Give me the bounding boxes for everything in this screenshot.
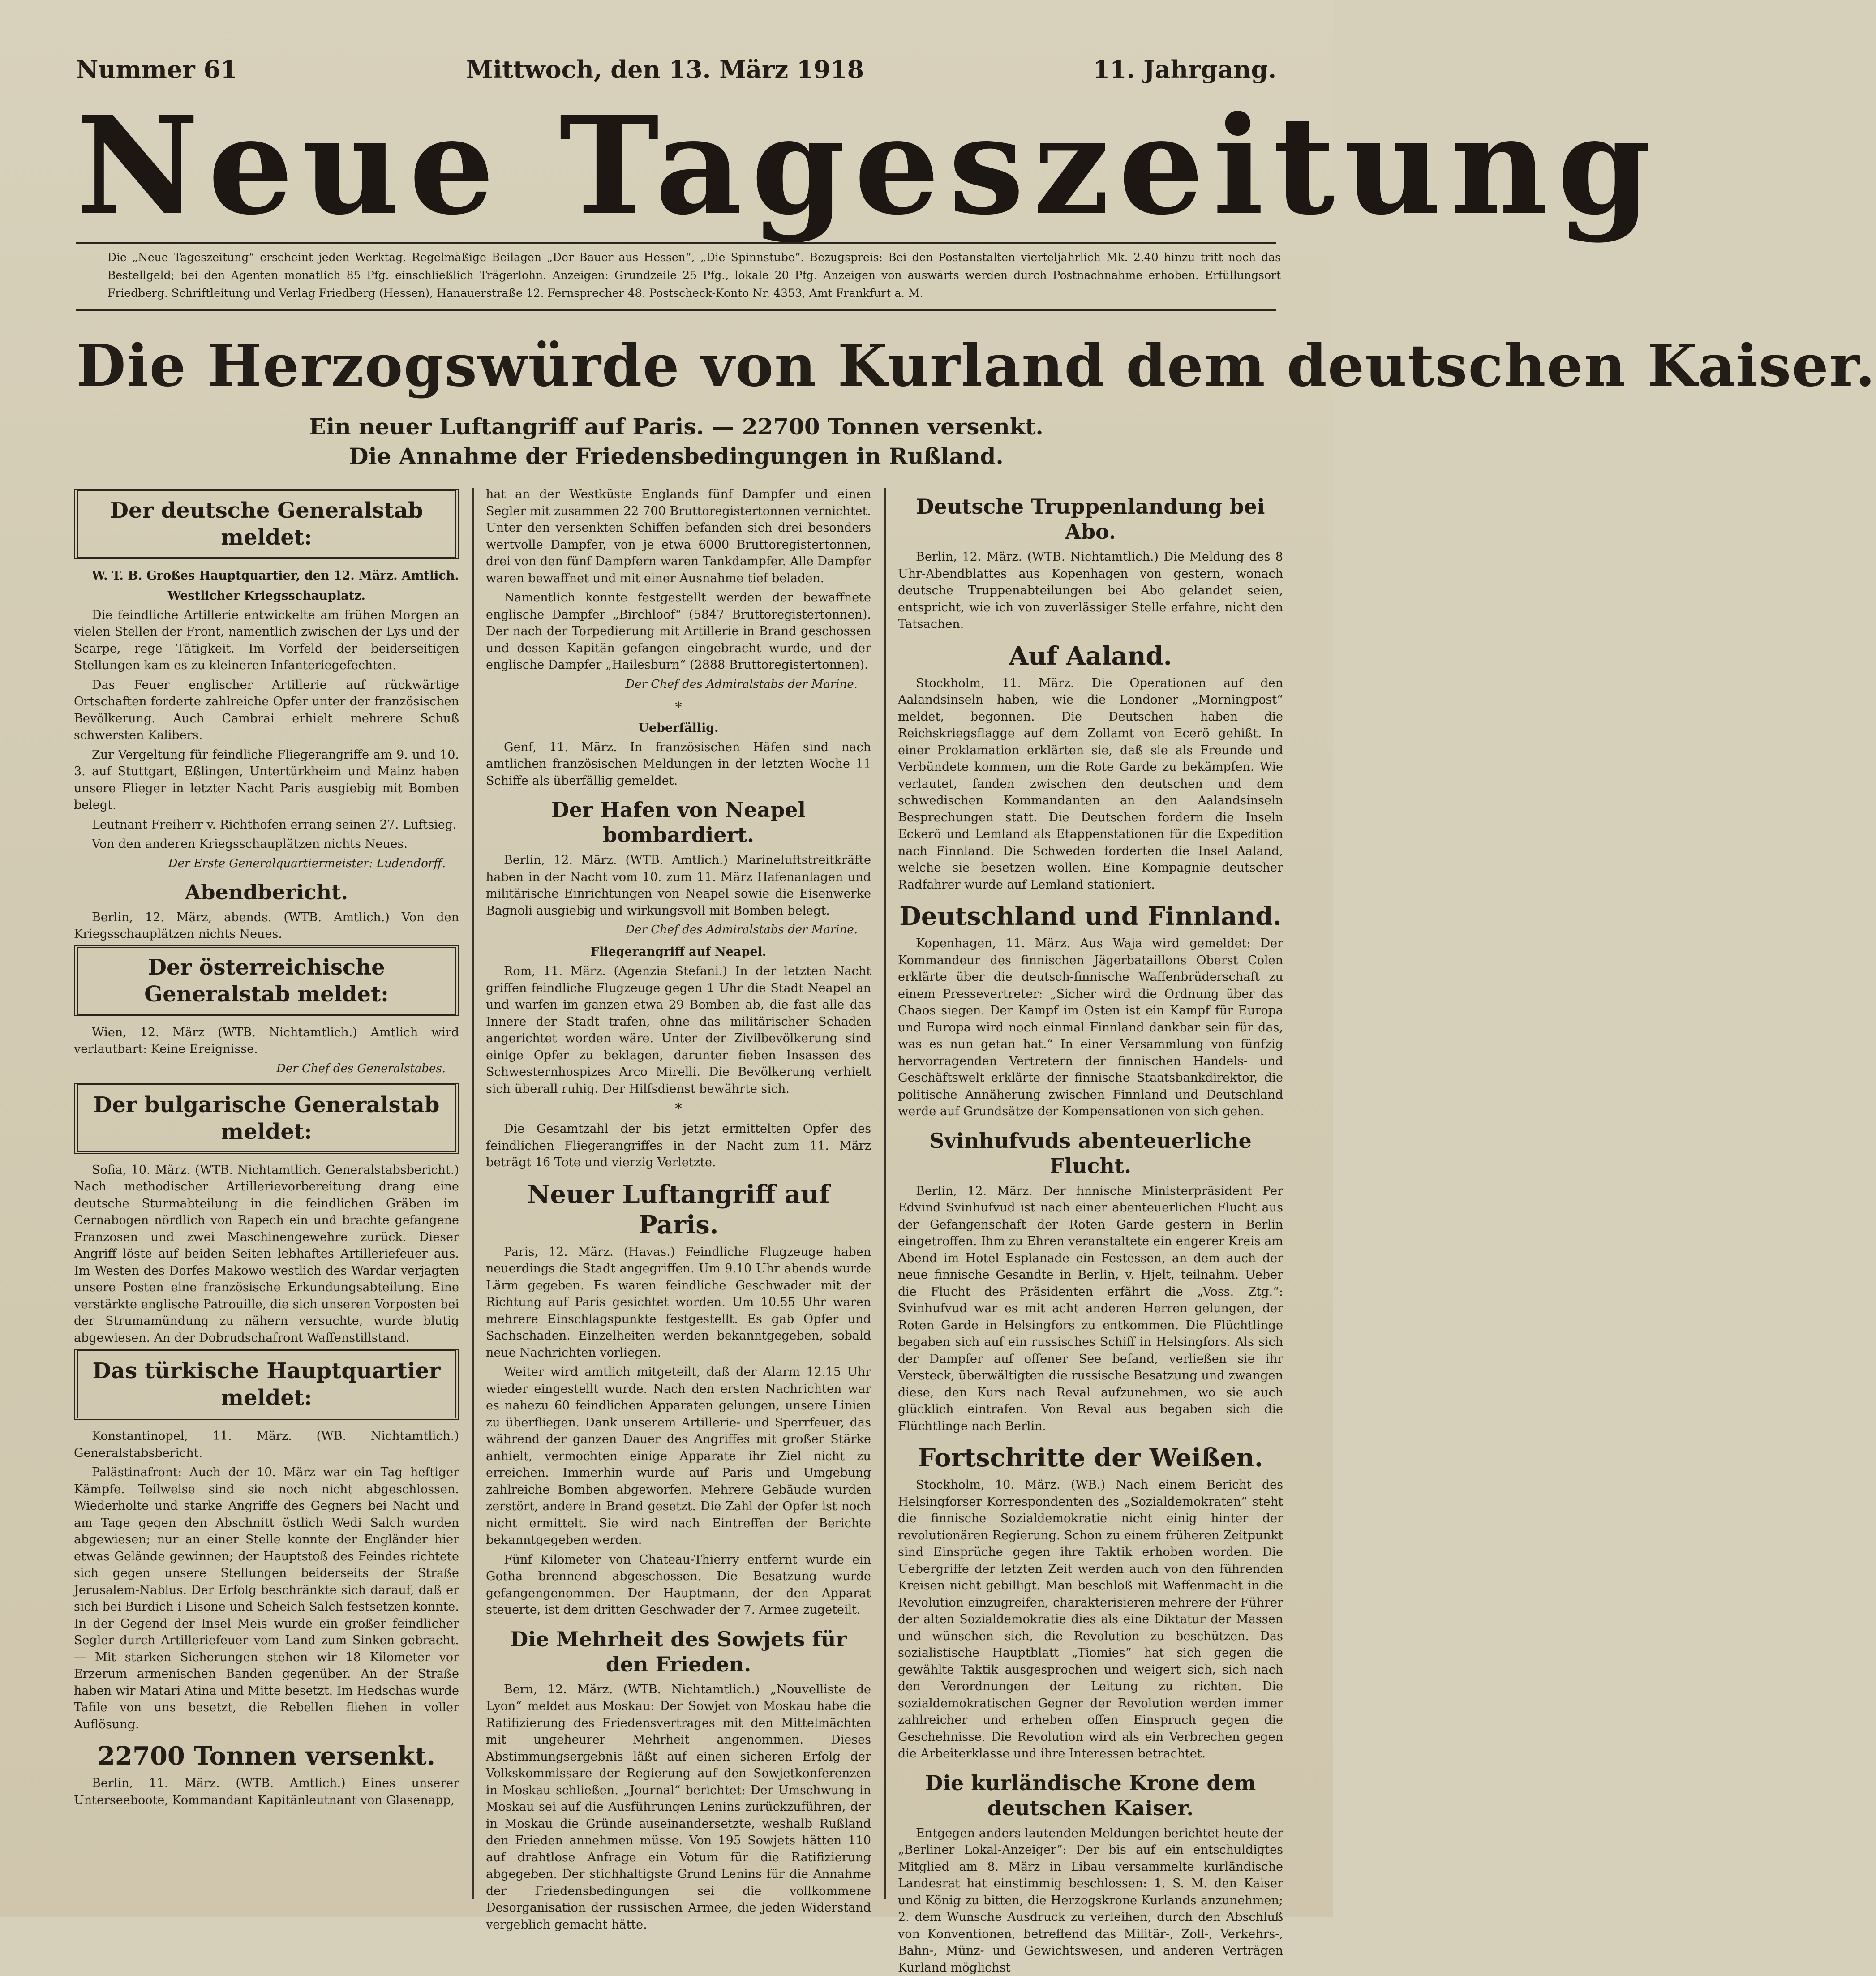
article-paragraph: Bern, 12. März. (WTB. Nichtamtlich.) „Nouvelliste de Lyon“ meldet aus Moskau: Der Sowjet von Moskau habe die Ratifizierung des Friedensvertrages mit den Mittelmächten mit ungeheurer Mehrheit angenommen. Dieses Abstimmungsergebnis läßt auf einen sicheren Erfolg der Volkskommissare der Regierung auf den Sowjetkonferenzen in Moskau schließen. „Journal“ berichtet: Der Umschwung in Moskau sei auf die Ausführungen Lenins zurückzuführen, der in Moskau die Gründe auseinandersetzte, weshalb Rußland den Frieden annehmen müsse. Von 195 Sowjets hätten 110 auf drahtlose Anfrage ein Votum für die Ratifizierung abgegeben. Der stichhaltigste Grund Lenins für die Annahme der Friedensbedingungen sei die vollkommene Desorganisation der russischen Armee, die jeden Widerstand vergeblich gemacht hätte. xyxy=(486,1681,871,1933)
article-subhead: Ueberfällig. xyxy=(486,720,871,736)
section-box-german-staff: Der deutsche Generalstab meldet: xyxy=(74,489,459,559)
column-rule-1 xyxy=(472,488,474,1899)
article-paragraph: Zur Vergeltung für feindliche Fliegerangriffe am 9. und 10. 3. auf Stuttgart, Eßlingen, Untertürkheim und Mainz haben unsere Flieger in letzter Nacht Paris ausgiebig mit Bomben belegt. xyxy=(74,747,459,814)
article-paragraph: Berlin, 12. März. (WTB. Nichtamtlich.) Die Meldung des 8 Uhr-Abendblattes aus Kopenhagen von gestern, wonach deutsche Truppenabteilungen bei Abo gelandet seien, entspricht, wie ich von zuverlässiger Stelle erfahre, nicht den Tatsachen. xyxy=(898,549,1283,633)
article-paragraph: hat an der Westküste Englands fünf Dampfer und einen Segler mit zusammen 22 700 Bruttoregistertonnen vernichtet. Unter den versenkten Schiffen befanden sich drei besonders wertvolle Dampfer, von je etwa 6000 Bruttoregistertonnen, drei von den fünf Dampfern waren Tankdampfer. Alle Dampfer waren bewaffnet und mit einer Ausnahme tief beladen. xyxy=(486,486,871,587)
deck-line-1: Ein neuer Luftangriff auf Paris. — 22700 Tonnen versenkt. xyxy=(76,412,1276,442)
article-paragraph: Fünf Kilometer von Chateau-Thierry entfernt wurde ein Gotha brennend abgeschossen. Die Besatzung wurde gefangengenommen. Der Hauptmann, der den Apparat steuerte, ist dem dritten Geschwader der 7. Armee zugeteilt. xyxy=(486,1551,871,1619)
article-paragraph: Berlin, 12. März. Der finnische Ministerpräsident Per Edvind Svinhufvud ist nach einer abenteuerlichen Flucht aus der Gefangenschaft der Roten Garde gestern in Berlin eingetroffen. Ihm zu Ehren veranstaltete ein engerer Kreis am Abend im Hotel Esplanade ein Festessen, an dem auch der neue finnische Gesandte in Berlin, v. Hjelt, teilnahm. Ueber die Flucht des Präsidenten erfährt die „Voss. Ztg.“: Svinhufvud war es mit acht anderen Herren gelungen, der Roten Garde in Helsingfors zu entkommen. Die Flüchtlinge begaben sich auf ein russisches Schiff in Helsingfors. Als sich der Dampfer auf offener See befand, verließen sie ihr Versteck, überwältigten die russische Besatzung und zwangen diese, den Kurs nach Reval aufzunehmen, wo sie auch glücklich eintrafen. Von Reval aus begaben sich die Flüchtlinge nach Berlin. xyxy=(898,1183,1283,1435)
issue-volume: 11. Jahrgang. xyxy=(1093,55,1276,84)
article-heading-paris: Neuer Luftangriff auf Paris. xyxy=(486,1179,871,1240)
issue-number: Nummer 61 xyxy=(76,55,237,84)
article-paragraph: Rom, 11. März. (Agenzia Stefani.) In der letzten Nacht griffen feindliche Flugzeuge gegen 1 Uhr die Stadt Neapel an und warfen im ganzen etwa 29 Bomben ab, die fast alle das Innere der Stadt trafen, ohne das militärischer Schaden angerichtet worden wäre. Unter der Zivilbevölkerung sind einige Opfer zu beklagen, darunter fieben Insassen des Schwesternhospizes Arco Mirelli. Die Bevölkerung verhielt sich überall ruhig. Der Hilfsdienst bewährte sich. xyxy=(486,963,871,1097)
issue-date: Mittwoch, den 13. März 1918 xyxy=(466,55,864,84)
article-heading: Svinhufvuds abenteuerliche Flucht. xyxy=(898,1128,1283,1178)
article-heading: Der Hafen von Neapel bombardiert. xyxy=(486,797,871,847)
article-heading-finland: Deutschland und Finnland. xyxy=(898,901,1283,932)
column-3 xyxy=(898,486,1283,1901)
article-paragraph: Weiter wird amtlich mitgeteilt, daß der Alarm 12.15 Uhr wieder eingestellt wurde. Nach den ersten Nachrichten war es nahezu 60 feindlichen Apparaten gelungen, unsere Linien zu überfliegen. Dank unserem Artillerie- und Sperrfeuer, das während der ganzen Dauer des Angriffes mit großer Stärke anhielt, vermochten einige Apparate ihr Ziel nicht zu erreichen. Immerhin wurde auf Paris und Umgebung zahlreiche Bomben abgeworfen. Mehrere Gebäude wurden zerstört, andere in Brand gesetzt. Die Zahl der Opfer ist noch nicht ermittelt. Sie wird nach Eintreffen der Berichte bekanntgegeben werden. xyxy=(486,1364,871,1549)
article-heading: Die kurländische Krone dem deutschen Kaiser. xyxy=(898,1770,1283,1821)
masthead-rule-bottom xyxy=(76,309,1276,311)
section-box-bulgarian-staff: Der bulgarische Generalstab meldet: xyxy=(74,1083,459,1154)
article-paragraph: Stockholm, 11. März. Die Operationen auf den Aalandsinseln haben, wie die Londoner „Morningpost“ meldet, begonnen. Die Deutschen haben die Reichskriegsflagge auf dem Zollamt von Ecerö gehißt. In einer Proklamation erklärten sie, daß sie als Freunde und Verbündete kommen, um die Rote Garde zu bekämpfen. Wie verlautet, fanden zwischen den deutschen und dem schwedischen Kommandanten an den Aalandsinseln Besprechungen statt. Die Deutschen fordern die Inseln Eckerö und Lemland als Etappenstationen für die Expedition nach Finnland. Die Schweden forderten die Insel Aaland, welche sie besetzen wollen. Eine Kompagnie deutscher Radfahrer wurde auf Lemland stationiert. xyxy=(898,675,1283,893)
article-signature: Der Chef des Admiralstabs der Marine. xyxy=(486,676,871,692)
article-paragraph: Namentlich konnte festgestellt werden der bewaffnete englische Dampfer „Birchloof“ (5847 Bruttoregistertonnen). Der nach der Torpedierung mit Artillerie in Brand geschossen und dessen Kapitän gefangen eingebracht wurde, und der englische Dampfer „Hailesburn“ (2888 Bruttoregistertonnen). xyxy=(486,589,871,674)
article-paragraph: Paris, 12. März. (Havas.) Feindliche Flugzeuge haben neuerdings die Stadt angegriffen. Um 9.10 Uhr abends wurde Lärm gegeben. Es waren feindliche Geschwader mit der Richtung auf Paris gesichtet worden. Um 10.55 Uhr waren mehrere Einschlagspunkte festgestellt. Es gab Opfer und Sachschaden. Einzelheiten werden bekanntgegeben, sobald neue Nachrichten vorliegen. xyxy=(486,1244,871,1362)
newspaper-title: Neue Tageszeitung xyxy=(76,92,1276,240)
section-box-turkish-hq: Das türkische Hauptquartier meldet: xyxy=(74,1349,459,1420)
article-heading-tonnage: 22700 Tonnen versenkt. xyxy=(74,1741,459,1771)
article-paragraph: Kopenhagen, 11. März. Aus Waja wird gemeldet: Der Kommandeur des finnischen Jägerbataillons Oberst Colen erklärte über die deutsch-finnische Waffenbrüderschaft zu einem Pressevertreter: „Sicher wird die Ordnung über das Chaos siegen. Der Kampf im Osten ist ein Kampf für Europa und Europa wird noch einmal Finnland dankbar sein für das, was es nun getan hat.“ In einer Versammlung von fünfzig hervorragenden Vertretern der finnischen Handels- und Geschäftswelt erklärte der finnische Staatsbankdirektor, die politische Annäherung zwischen Finnland und Deutschland werde auf Grundsätze der Kompensationen von sich gehen. xyxy=(898,935,1283,1120)
article-paragraph: Berlin, 12. März, abends. (WTB. Amtlich.) Von den Kriegsschauplätzen nichts Neues. xyxy=(74,909,459,943)
article-paragraph: Genf, 11. März. In französischen Häfen sind nach amtlichen französischen Meldungen in der letzten Woche 11 Schiffe als überfällig gemeldet. xyxy=(486,739,871,790)
article-subhead: Westlicher Kriegsschauplatz. xyxy=(74,588,459,604)
article-heading-whites: Fortschritte der Weißen. xyxy=(898,1443,1283,1473)
article-heading-aaland: Auf Aaland. xyxy=(898,641,1283,671)
article-paragraph: Konstantinopel, 11. März. (WB. Nichtamtlich.) Generalstabsbericht. xyxy=(74,1428,459,1461)
section-box-austrian-staff: Der österreichische Generalstab meldet: xyxy=(74,945,459,1016)
article-paragraph: Entgegen anders lautenden Meldungen berichtet heute der „Berliner Lokal-Anzeiger“: Der bis auf ein entschuldigtes Mitglied am 8. März in Libau versammelte kurländische Landesrat hat einstimmig beschlossen: 1. S. M. den Kaiser und König zu bitten, die Herzogskrone Kurlands anzunehmen; 2. dem Wunsche Ausdruck zu verleihen, durch den Abschluß von Konventionen, betreffend das Militär-, Zoll-, Verkehrs-, Bahn-, Münz- und Gewichtswesen, und anderen Verträgen Kurland möglichst xyxy=(898,1825,1283,1976)
deck-line-2: Die Annahme der Friedensbedingungen in Rußland. xyxy=(76,442,1276,471)
article-paragraph: Das Feuer englischer Artillerie auf rückwärtige Ortschaften forderte zahlreiche Opfer unter der französischen Bevölkerung. Auch Cambrai erhielt mehrere Schuß schwersten Kalibers. xyxy=(74,677,459,744)
article-heading: Die Mehrheit des Sowjets für den Frieden. xyxy=(486,1627,871,1677)
article-heading: Abendbericht. xyxy=(74,880,459,905)
subscription-info: Die „Neue Tageszeitung“ erscheint jeden Werktag. Regelmäßige Beilagen „Der Bauer aus Hessen“, „Die Spinnstube“. Bezugspreis: Bei den Postanstalten vierteljährlich Mk. 2.40 hinzu tritt noch das Bestellgeld; bei den Agenten monatlich 85 Pfg. einschließlich Trägerlohn. Anzeigen: Grundzeile 25 Pfg., lokale 20 Pfg. Anzeigen von auswärts werden durch Postnachnahme erhoben. Erfüllungsort Friedberg. Schriftleitung und Verlag Friedberg (Hessen), Hanauerstraße 12. Fernsprecher 48. Postscheck-Konto Nr. 4353, Amt Frankfurt a. M. xyxy=(107,249,1281,302)
article-paragraph: Leutnant Freiherr v. Richthofen errang seinen 27. Luftsieg. xyxy=(74,816,459,833)
article-paragraph: Wien, 12. März (WTB. Nichtamtlich.) Amtlich wird verlautbart: Keine Ereignisse. xyxy=(74,1024,459,1058)
article-paragraph: Von den anderen Kriegsschauplätzen nichts Neues. xyxy=(74,836,459,853)
article-paragraph: Berlin, 11. März. (WTB. Amtlich.) Eines unserer Unterseeboote, Kommandant Kapitänleutnant von Glasenapp, xyxy=(74,1775,459,1808)
article-paragraph: Die feindliche Artillerie entwickelte am frühen Morgen an vielen Stellen der Front, namentlich zwischen der Lys und der Scarpe, rege Tätigkeit. Im Vorfeld der beiderseitigen Stellungen kam es zu kleineren Infanteriegefechten. xyxy=(74,607,459,674)
article-heading: Deutsche Truppenlandung bei Abo. xyxy=(898,494,1283,544)
column-1 xyxy=(74,486,459,1901)
main-headline: Die Herzogswürde von Kurland dem deutschen Kaiser. xyxy=(76,325,1276,408)
headline-deck xyxy=(76,412,1276,475)
article-signature: Der Chef des Admiralstabs der Marine. xyxy=(486,922,871,938)
article-paragraph: Palästinafront: Auch der 10. März war ein Tag heftiger Kämpfe. Teilweise sind sie noch nicht abgeschlossen. Wiederholte und starke Angriffe des Gegners bei Nacht und am Tage gegen den Abschnitt östlich Wedi Salch wurden abgewiesen; nur an einer Stelle konnte der Engländer hier etwas Gelände gewinnen; der Hauptstoß des Feindes richtete sich gegen unsere Stellungen beiderseits der Straße Jerusalem-Nablus. Der Erfolg beschränkte sich darauf, daß er sich bei Burdich i Lisone und Scheich Salch festsetzen konnte. In der Gegend der Insel Meis wurde ein großer feindlicher Segler durch Artilleriefeuer vom Land zum Sinken gebracht. — Mit starken Sicherungen stehen wir 18 Kilometer vor Erzerum armenischen Banden gegenüber. An der Straße haben wir Matari Atina und Mitte besetzt. Im Hedschas wurde Tafile von uns besetzt, die Rebellen fliehen in voller Auflösung. xyxy=(74,1464,459,1733)
column-2 xyxy=(486,486,871,1901)
article-subhead: Fliegerangriff auf Neapel. xyxy=(486,944,871,960)
article-signature: Der Erste Generalquartiermeister: Ludendorff. xyxy=(74,855,459,872)
article-paragraph: Sofia, 10. März. (WTB. Nichtamtlich. Generalstabsbericht.) Nach methodischer Artillerievorbereitung drang eine deutsche Sturmabteilung in die feindlichen Gräben im Cernabogen nördlich von Rapech ein und brachte gefangene Franzosen und zwei Maschinengewehre zurück. Dieser Angriff löste auf beiden Seiten lebhaftes Artilleriefeuer aus. Im Westen des Dorfes Makowo westlich des Wardar verjagten unsere Posten eine französische Erkundungsabteilung. Eine verstärkte englische Patrouille, die sich unseren Vorposten bei der Strumamündung zu nähern versuchte, wurde blutig abgewiesen. An der Dobrudschafront Waffenstillstand. xyxy=(74,1162,459,1347)
masthead-topline xyxy=(76,52,1276,87)
article-paragraph: Berlin, 12. März. (WTB. Amtlich.) Marineluftstreitkräfte haben in der Nacht vom 10. zum 11. März Hafenanlagen und militärische Einrichtungen von Neapel sowie die Eisenwerke Bagnoli ausgiebig und wirkungsvoll mit Bomben belegt. xyxy=(486,852,871,919)
masthead-rule-top xyxy=(76,242,1276,244)
article-dateline: W. T. B. Großes Hauptquartier, den 12. März. Amtlich. xyxy=(74,567,459,584)
separator-star: * xyxy=(486,1100,871,1118)
article-signature: Der Chef des Generalstabes. xyxy=(74,1061,459,1077)
separator-star: * xyxy=(486,699,871,717)
article-paragraph: Die Gesamtzahl der bis jetzt ermittelten Opfer des feindlichen Fliegerangriffes in der Nacht zum 11. März beträgt 16 Tote und vierzig Verletzte. xyxy=(486,1121,871,1171)
column-rule-2 xyxy=(884,488,886,1899)
article-paragraph: Stockholm, 10. März. (WB.) Nach einem Bericht des Helsingforser Korrespondenten des „Sozialdemokraten“ steht die finnische Sozialdemokratie nicht einig hinter der revolutionären Regierung. Schon zu einem früheren Zeitpunkt sind Einsprüche gegen ihre Taktik erhoben worden. Die Uebergriffe der letzten Zeit werden auch von den führenden Kreisen nicht gebilligt. Man beschloß mit Waffenmacht in die Revolution einzugreifen, charakterisieren mehrere der Führer der alten Sozialdemokratie dies als eine Diktatur der Massen und wünschen sich, die Revolution zu beschützen. Das sozialistische Hauptblatt „Tiomies“ hat sich gegen die gewählte Taktik ausgesprochen und weigert sich, sich nach den Verordnungen der Leitung zu richten. Die sozialdemokratischen Gegner der Revolution werden immer zahlreicher und erheben offen Einspruch gegen die Geschehnisse. Die Revolution wird als ein Verbrechen gegen die Arbeiterklasse und ihre Interessen betrachtet. xyxy=(898,1477,1283,1762)
